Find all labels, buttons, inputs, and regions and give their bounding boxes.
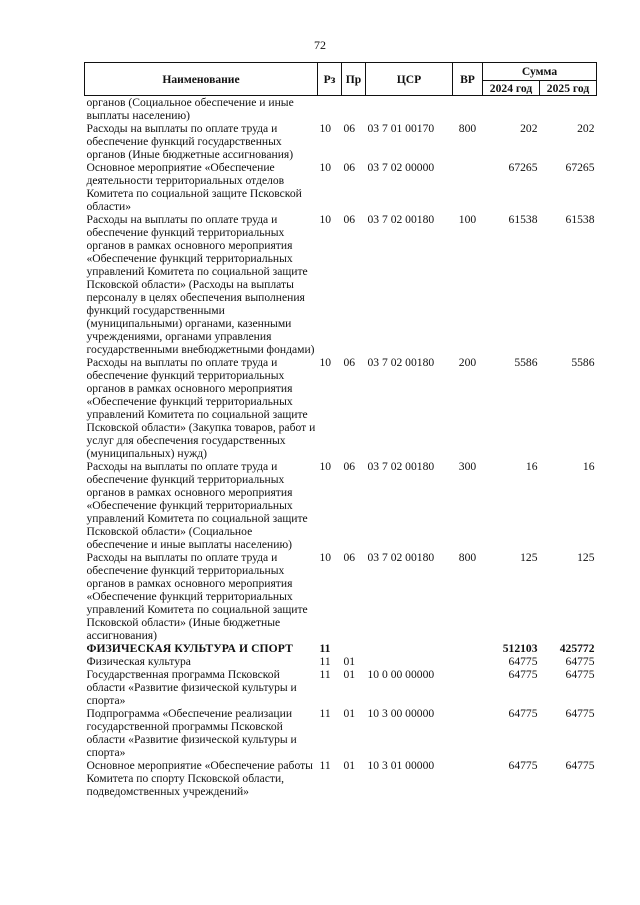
row-sum-2025 [540,96,597,123]
row-sum-2024: 64775 [508,655,538,668]
row-sum-2024: 16 [525,460,538,473]
row-rz: 11 [319,655,331,668]
row-rz: 11 [319,759,331,772]
row-vr [453,642,483,655]
row-pr [342,96,366,123]
header-name: Наименование [85,63,318,96]
row-sum-2025: 61538 [565,213,595,226]
row-vr [453,655,483,668]
table-row [85,356,597,460]
row-name: Основное мероприятие «Обеспечение работы Комитета по спорту Псковской области, подведомственных учреждений» [86,759,313,798]
row-pr [342,642,366,655]
row-vr [453,759,483,798]
row-vr: 800 [458,122,477,135]
row-sum-2025: 64775 [565,707,595,720]
row-sum-2025: 202 [577,122,595,135]
table-row [85,668,597,707]
row-name: Государственная программа Псковской области «Развитие физической культуры и спорта» [86,668,297,707]
row-sum-2024: 64775 [508,759,538,772]
row-csr: 03 7 02 00180 [367,213,435,226]
budget-table [84,62,597,798]
row-vr [453,707,483,759]
row-vr: 200 [458,356,477,369]
table-row [85,96,597,123]
row-sum-2025: 16 [582,460,595,473]
row-pr: 01 [343,655,356,668]
row-rz: 10 [319,161,332,174]
row-rz: 10 [319,356,332,369]
row-name: Расходы на выплаты по оплате труда и обеспечение функций территориальных органов в рамках основного мероприятия «Обеспечение функций территориальных управлений Комитета по социальной защите Псковской области» (Закупка товаров, работ и услуг для обеспечения государственных (муниципальных) нужд) [86,356,316,460]
row-csr: 03 7 02 00000 [367,161,435,174]
row-rz: 10 [319,460,332,473]
row-vr [453,668,483,707]
row-pr: 01 [343,759,356,772]
row-csr [366,642,453,655]
row-sum-2025: 125 [577,551,595,564]
row-csr [366,655,453,668]
row-pr: 06 [343,460,356,473]
row-name: ФИЗИЧЕСКАЯ КУЛЬТУРА И СПОРТ [86,642,293,655]
header-pr: Пр [342,63,366,96]
row-sum-2024: 202 [520,122,538,135]
row-pr: 01 [343,668,356,681]
row-vr: 800 [458,551,477,564]
row-name: Физическая культура [86,655,191,668]
row-name: Основное мероприятие «Обеспечение деятельности территориальных отделов Комитета по социальной защите Псковской области» [86,161,302,213]
table-body [85,96,597,799]
row-pr: 06 [343,551,356,564]
header-csr: ЦСР [366,63,453,96]
row-name: Расходы на выплаты по оплате труда и обеспечение функций территориальных органов в рамках основного мероприятия «Обеспечение функций территориальных управлений Комитета по социальной защите Псковской области» (Социальное обеспечение и иные выплаты населению) [86,460,308,551]
row-sum-2025: 67265 [565,161,595,174]
table-row [85,642,597,655]
header-year-2024: 2024 год [483,81,540,96]
row-vr [453,96,483,123]
header-sum: Сумма [483,63,597,81]
row-name: Расходы на выплаты по оплате труда и обеспечение функций территориальных органов в рамках основного мероприятия «Обеспечение функций территориальных управлений Комитета по социальной защите Псковской области» (Иные бюджетные ассигнования) [86,551,308,642]
row-sum-2024: 512103 [502,642,538,655]
table-row [85,460,597,551]
table-row [85,759,597,798]
row-pr: 01 [343,707,356,720]
row-rz: 10 [319,122,332,135]
row-sum-2025: 64775 [565,668,595,681]
row-csr [366,96,453,123]
table-row [85,161,597,213]
row-sum-2024: 67265 [508,161,538,174]
row-rz: 11 [319,642,331,655]
row-sum-2024: 61538 [508,213,538,226]
row-rz: 11 [319,707,331,720]
row-vr: 300 [458,460,477,473]
table-row [85,551,597,642]
table-row [85,213,597,356]
row-sum-2024 [483,96,540,123]
row-rz: 11 [319,668,331,681]
row-csr: 03 7 01 00170 [367,122,435,135]
row-name: Расходы на выплаты по оплате труда и обеспечение функций государственных органов (Иные бюджетные ассигнования) [86,122,294,161]
row-name: органов (Социальное обеспечение и иные выплаты населению) [86,96,294,122]
table-row [85,707,597,759]
row-pr: 06 [343,122,356,135]
row-sum-2024: 125 [520,551,538,564]
row-vr [453,161,483,213]
row-sum-2025: 425772 [559,642,595,655]
row-rz [318,96,342,123]
row-vr: 100 [458,213,477,226]
table-row [85,655,597,668]
header-vr: ВР [453,63,483,96]
row-sum-2024: 5586 [514,356,538,369]
table-row [85,122,597,161]
row-name: Расходы на выплаты по оплате труда и обеспечение функций территориальных органов в рамках основного мероприятия «Обеспечение функций территориальных управлений Комитета по социальной защите Псковской области» (Расходы на выплаты персоналу в целях обеспечения выполнения функций государственными (муниципальными) органами, казенными учреждениями, органами управления государственными внебюджетными фондами) [86,213,315,356]
row-sum-2025: 5586 [571,356,595,369]
row-pr: 06 [343,213,356,226]
row-csr: 03 7 02 00180 [367,551,435,564]
row-sum-2025: 64775 [565,759,595,772]
row-rz: 10 [319,213,332,226]
row-csr: 03 7 02 00180 [367,460,435,473]
row-pr: 06 [343,356,356,369]
row-rz: 10 [319,551,332,564]
row-sum-2025: 64775 [565,655,595,668]
row-sum-2024: 64775 [508,668,538,681]
row-pr: 06 [343,161,356,174]
row-csr: 10 0 00 00000 [367,668,435,681]
row-csr: 10 3 00 00000 [367,707,435,720]
row-sum-2024: 64775 [508,707,538,720]
header-year-2025: 2025 год [540,81,597,96]
row-csr: 10 3 01 00000 [367,759,435,772]
page-number: 72 [314,38,326,52]
row-csr: 03 7 02 00180 [367,356,435,369]
row-name: Подпрограмма «Обеспечение реализации государственной программы Псковской области «Развитие физической культуры и спорта» [86,707,297,759]
header-rz: Рз [318,63,342,96]
